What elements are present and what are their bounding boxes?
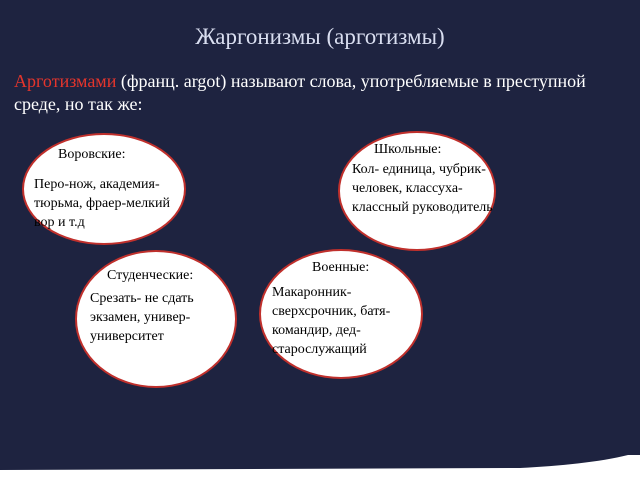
slide-title: Жаргонизмы (арготизмы): [195, 24, 445, 49]
bubble-students-text: Срезать- не сдать экзамен, универ-университет: [90, 291, 194, 344]
bubble-students-heading: Студенческие:: [107, 268, 194, 283]
bubble-military-text: Макаронник-сверхсрочник, батя-командир, дед-старослужащий: [272, 285, 391, 357]
intro-term: Арготизмами: [14, 71, 117, 91]
bubble-military: [259, 249, 423, 379]
bubble-school-text: Кол- единица, чубрик- человек, классуха- классный руководитель: [352, 162, 493, 215]
bubble-school-heading: Школьные:: [374, 142, 442, 157]
bubble-school: [338, 131, 496, 251]
bubble-military-heading: Военные:: [312, 260, 370, 275]
bubble-thieves: [22, 133, 186, 245]
bubble-students: [75, 250, 237, 388]
bubble-thieves-text: Перо-нож, академия-тюрьма, фраер-мелкий вор и т.д: [34, 177, 170, 230]
bubble-thieves-heading: Воровские:: [58, 147, 126, 162]
intro-paragraph: [14, 70, 614, 116]
intro-text: (франц. argot) называют слова, употребляемые в преступной среде, но так же:: [14, 71, 586, 114]
